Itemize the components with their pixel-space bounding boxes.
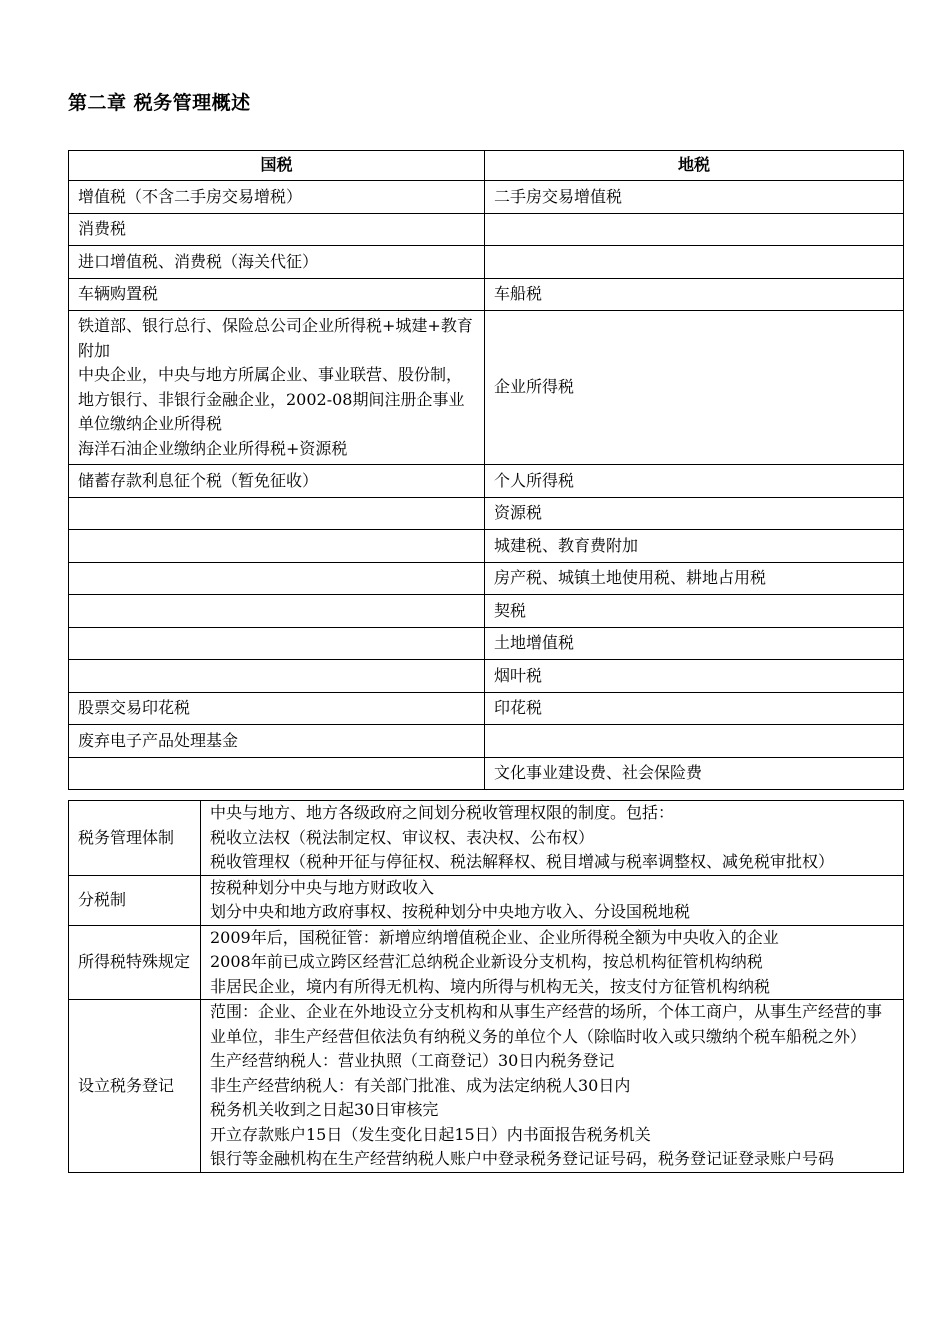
table-row [69,311,904,465]
content-line: 范围：企业、企业在外地设立分支机构和从事生产经营的场所，个体工商户，从事生产经营的事业单位，非生产经营但依法负有纳税义务的单位个人（除临时收入或只缴纳个税车船税之外） [210,1002,883,1046]
national-tax-cell [69,530,485,563]
table-row [69,530,904,563]
local-tax-cell: 烟叶税 [485,660,904,693]
table-row [69,627,904,660]
local-tax-cell: 个人所得税 [485,465,904,498]
local-tax-cell [485,246,904,279]
topic-label: 分税制 [69,875,201,925]
local-tax-cell [485,213,904,246]
topic-label: 税务管理体制 [69,801,201,876]
national-tax-cell [69,213,485,246]
national-tax-text: 废弃电子产品处理基金 [78,730,239,750]
content-line: 银行等金融机构在生产经营纳税人账户中登录税务登记证号码，税务登记证登录账户号码 [210,1149,835,1168]
national-tax-text: 中央企业，中央与地方所属企业、事业联营、股份制，地方银行、非银行金融企业，2002-08期间注册企事业单位缴纳企业所得税 [78,365,465,433]
local-tax-cell: 文化事业建设费、社会保险费 [485,757,904,790]
local-tax-cell: 企业所得税 [485,311,904,465]
national-tax-text: 进口增值税、消费税（海关代征） [78,251,319,271]
local-tax-cell: 房产税、城镇土地使用税、耕地占用税 [485,562,904,595]
content-line: 生产经营纳税人：营业执照（工商登记）30日内税务登记 [210,1051,615,1070]
national-tax-cell [69,725,485,758]
national-tax-cell [69,181,485,214]
content-line: 开立存款账户15日（发生变化日起15日）内书面报告税务机关 [210,1124,651,1144]
national-tax-cell [69,562,485,595]
topic-label: 所得税特殊规定 [69,925,201,1000]
table-row [69,181,904,214]
tax-management-table [68,800,904,1173]
national-tax-cell [69,278,485,311]
national-tax-cell [69,311,485,465]
table-row [69,725,904,758]
table-row [69,875,904,925]
local-tax-cell: 资源税 [485,497,904,530]
local-tax-cell [485,725,904,758]
header-national-tax: 国税 [69,151,485,181]
topic-content [201,875,904,925]
national-tax-cell [69,246,485,279]
table-row [69,497,904,530]
national-tax-cell [69,465,485,498]
national-tax-text: 股票交易印花税 [78,698,191,717]
content-line: 税收立法权（税法制定权、审议权、表决权、公布权） [210,827,595,847]
table-row [69,595,904,628]
national-tax-cell [69,660,485,693]
local-tax-cell: 印花税 [485,692,904,725]
content-line: 按税种划分中央与地方财政收入 [210,877,435,897]
local-tax-cell: 土地增值税 [485,627,904,660]
table-row [69,278,904,311]
table-row [69,213,904,246]
national-tax-text: 消费税 [78,219,127,238]
national-tax-cell [69,757,485,790]
national-tax-cell [69,692,485,725]
content-line: 非居民企业，境内有所得无机构、境内所得与机构无关，按支付方征管机构纳税 [210,976,771,996]
national-tax-text: 储蓄存款利息征个税（暂免征收） [78,470,319,490]
national-tax-cell [69,497,485,530]
content-line: 税收管理权（税种开征与停征权、税法解释权、税目增减与税率调整权、减免税审批权） [210,852,835,871]
topic-content [201,925,904,1000]
table-row [69,757,904,790]
national-tax-cell [69,627,485,660]
national-tax-text: 车辆购置税 [78,284,159,303]
topic-content [201,801,904,876]
national-local-tax-table [68,150,904,790]
content-line: 2009年后，国税征管：新增应纳增值税企业、企业所得税全额为中央收入的企业 [210,927,779,947]
local-tax-cell: 车船税 [485,278,904,311]
content-line: 中央与地方、地方各级政府之间划分税收管理权限的制度。包括： [210,803,675,822]
local-tax-cell: 城建税、教育费附加 [485,530,904,563]
topic-label: 设立税务登记 [69,1000,201,1173]
table-row [69,465,904,498]
header-local-tax: 地税 [485,151,904,181]
local-tax-cell: 二手房交易增值税 [485,181,904,214]
content-line: 划分中央和地方政府事权、按税种划分中央地方收入、分设国税地税 [210,902,691,921]
content-line: 2008年前已成立跨区经营汇总纳税企业新设分支机构，按总机构征管机构纳税 [210,952,763,971]
national-tax-text: 海洋石油企业缴纳企业所得税+资源税 [78,438,348,458]
national-tax-text: 铁道部、银行总行、保险总公司企业所得税+城建+教育附加 [78,316,473,360]
chapter-title: 第二章 税务管理概述 [68,92,251,114]
table-row [69,801,904,876]
table-row [69,925,904,1000]
local-tax-cell: 契税 [485,595,904,628]
national-tax-cell [69,595,485,628]
content-line: 非生产经营纳税人：有关部门批准、成为法定纳税人30日内 [210,1075,631,1095]
content-line: 税务机关收到之日起30日审核完 [210,1100,439,1119]
table-header-row [69,151,904,181]
table-row [69,1000,904,1173]
table-row [69,692,904,725]
topic-content [201,1000,904,1173]
table-row [69,246,904,279]
table-row [69,660,904,693]
table-row [69,562,904,595]
national-tax-text: 增值税（不含二手房交易增税） [78,186,303,206]
